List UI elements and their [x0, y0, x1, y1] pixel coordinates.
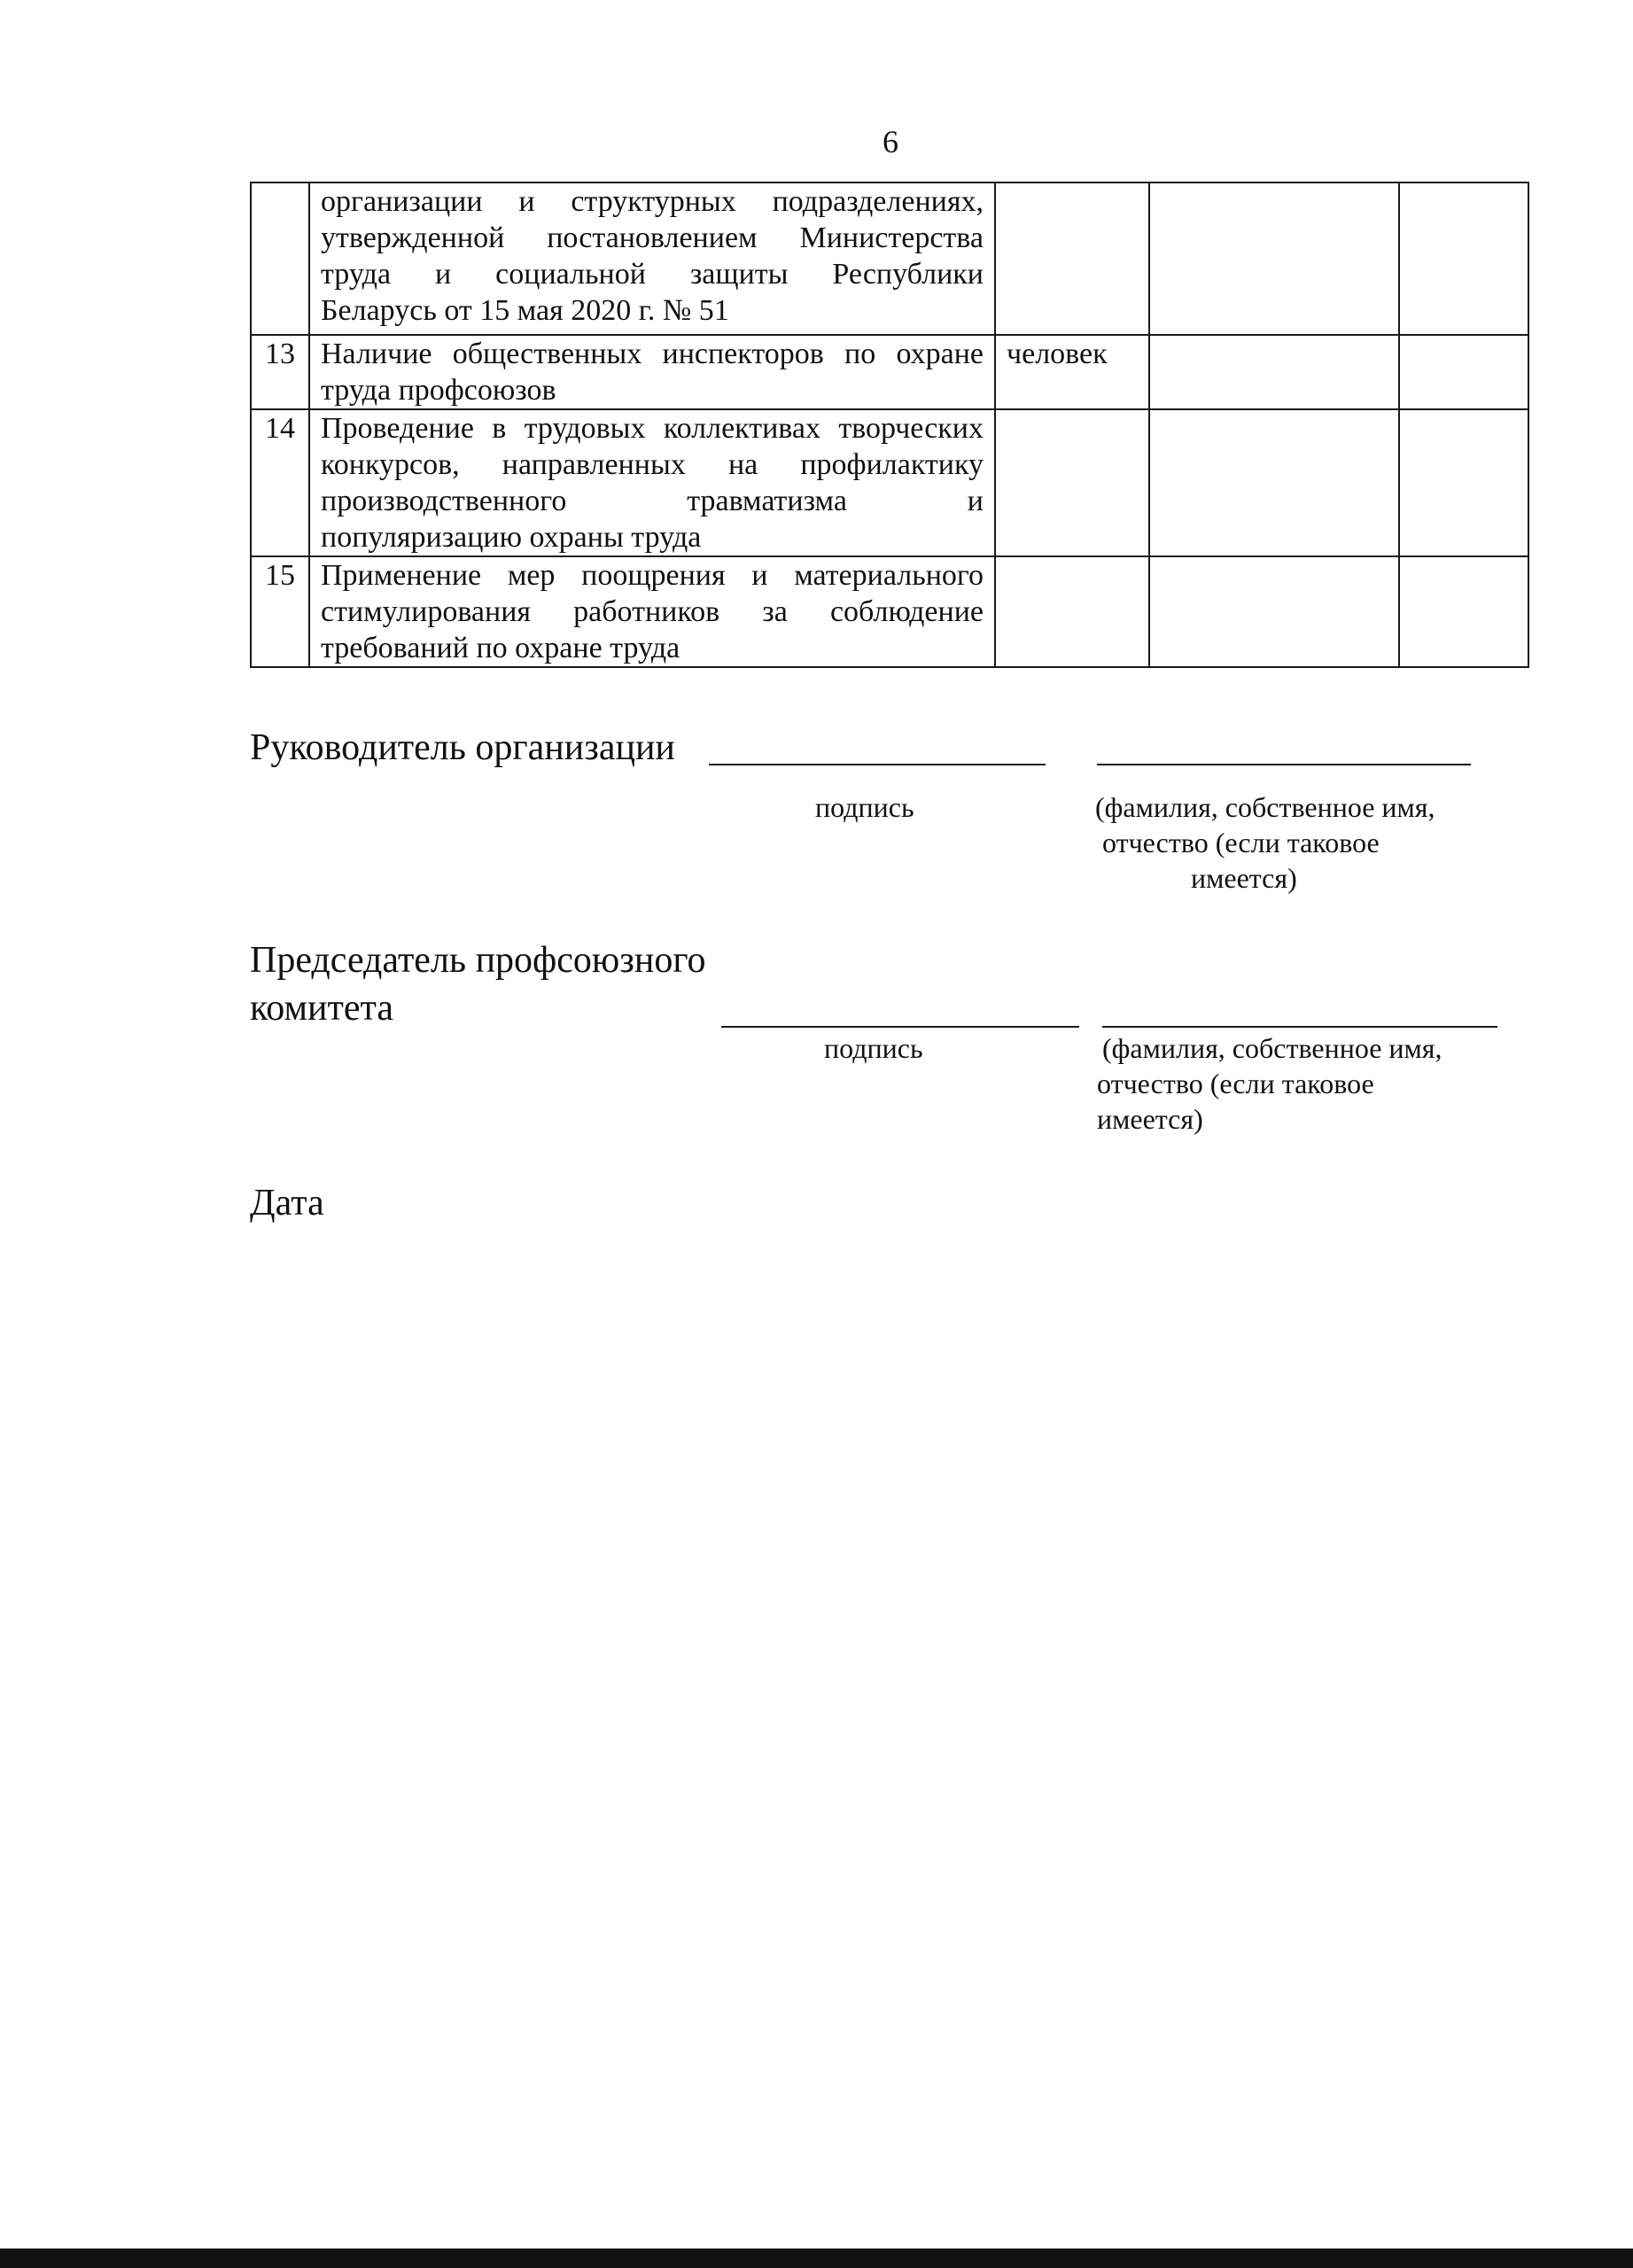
table-row: [251, 556, 1528, 667]
head-name-caption: (фамилия, собственное имя,: [1095, 791, 1435, 823]
union-name-line[interactable]: [1102, 1026, 1497, 1028]
row-number: 14: [251, 409, 309, 556]
table-row: [251, 335, 1528, 409]
row-indicator: [309, 409, 995, 556]
row-indicator: [309, 183, 995, 335]
row-number: [251, 183, 309, 335]
page-number: 6: [883, 124, 898, 159]
head-signature-label: Руководитель организации: [250, 727, 675, 768]
union-signature-label: Председатель профсоюзного: [250, 940, 706, 981]
head-name-line[interactable]: [1097, 764, 1471, 765]
indicator-line: требований по охране труда: [321, 632, 680, 664]
indicator-line: организации и структурных подразделениях,: [321, 185, 984, 218]
row-value-cell: [1399, 183, 1528, 335]
scan-edge-border: [0, 2249, 1633, 2268]
row-value-cell: [1399, 409, 1528, 556]
indicator-line: труда и социальной защиты Республики: [321, 258, 984, 291]
row-unit: [995, 183, 1149, 335]
union-signature-caption: подпись: [824, 1032, 923, 1064]
report-table: [250, 182, 1529, 668]
row-value-cell: [1399, 335, 1528, 409]
union-name-caption: (фамилия, собственное имя,: [1102, 1032, 1442, 1064]
indicator-line: утвержденной постановлением Министерства: [321, 221, 984, 254]
head-signature-caption: подпись: [815, 791, 914, 823]
indicator-line: конкурсов, направленных на профилактику: [321, 448, 984, 481]
union-name-caption: отчество (если таковое: [1097, 1068, 1374, 1099]
indicator-line: Проведение в трудовых коллективах творческих: [321, 412, 984, 445]
union-signature-label: комитета: [250, 988, 394, 1029]
row-value-cell: [1149, 556, 1399, 667]
row-value-cell: [1149, 335, 1399, 409]
row-value-cell: [1149, 183, 1399, 335]
head-name-caption: отчество (если таковое: [1102, 827, 1380, 858]
indicator-line: Беларусь от 15 мая 2020 г. № 51: [321, 294, 729, 327]
indicator-line: производственного травматизма и: [321, 485, 984, 517]
union-name-caption: имеется): [1097, 1103, 1203, 1135]
row-unit: [995, 409, 1149, 556]
indicator-line: стимулирования работников за соблюдение: [321, 595, 984, 628]
row-value-cell: [1399, 556, 1528, 667]
indicator-line: Применение мер поощрения и материального: [321, 559, 984, 592]
indicator-line: труда профсоюзов: [321, 374, 556, 407]
row-unit: [995, 556, 1149, 667]
indicator-line: популяризацию охраны труда: [321, 521, 702, 554]
row-indicator: [309, 556, 995, 667]
head-name-caption: имеется): [1191, 862, 1297, 894]
table-row: [251, 183, 1528, 335]
date-label: Дата: [250, 1183, 324, 1223]
row-unit: человек: [995, 335, 1149, 409]
row-number: 15: [251, 556, 309, 667]
indicator-line: Наличие общественных инспекторов по охране: [321, 338, 984, 370]
table-row: [251, 409, 1528, 556]
head-signature-line[interactable]: [709, 764, 1046, 765]
union-signature-line[interactable]: [721, 1026, 1079, 1028]
row-number: 13: [251, 335, 309, 409]
row-value-cell: [1149, 409, 1399, 556]
row-indicator: [309, 335, 995, 409]
